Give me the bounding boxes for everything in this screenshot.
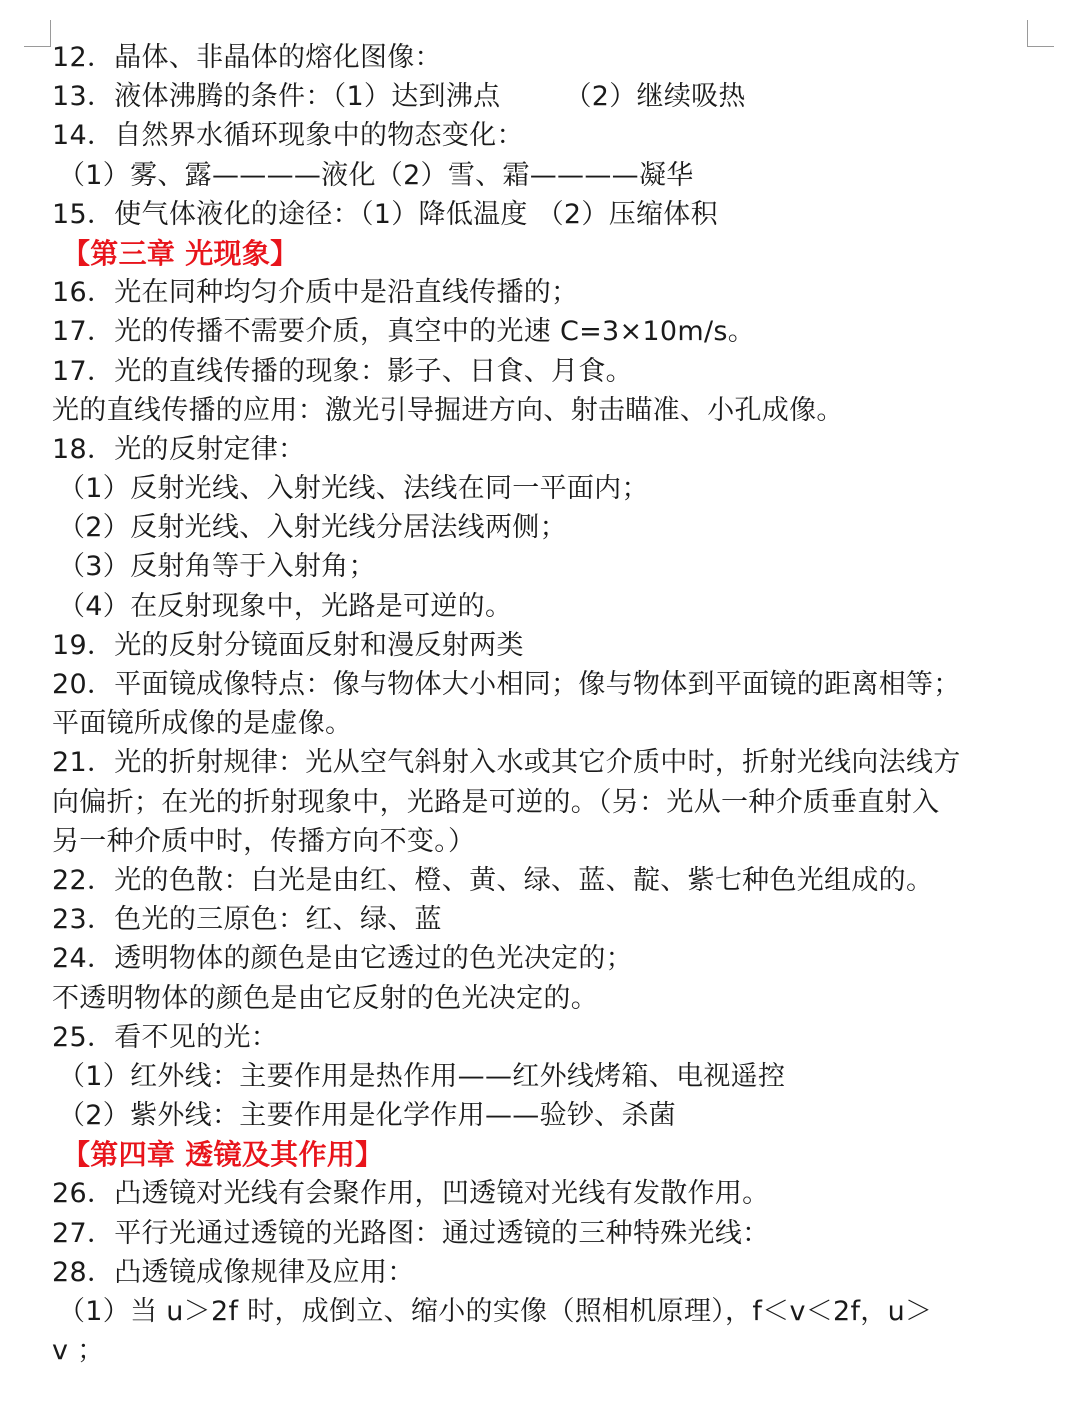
text-line-28-1: （1）当 u＞2f 时，成倒立、缩小的实像（照相机原理），f＜v＜2f，u＞ <box>58 1296 933 1327</box>
text-line-13-part1: 13．液体沸腾的条件：（1）达到沸点 <box>52 81 501 113</box>
text-line-14: 14．自然界水循环现象中的物态变化： <box>52 120 524 152</box>
text-line-13-part2: （2）继续吸热 <box>564 81 746 113</box>
text-line-15: 15．使气体液化的途径：（1）降低温度 （2）压缩体积 <box>52 198 718 230</box>
text-line-25-1: （1）红外线：主要作用是热作用——红外线烤箱、电视遥控 <box>58 1060 786 1092</box>
text-line-22: 22．光的色散：白光是由红、橙、黄、绿、蓝、靛、紫七种色光组成的。 <box>52 864 934 896</box>
text-line-27: 27．平行光通过透镜的光路图：通过透镜的三种特殊光线： <box>52 1217 770 1249</box>
page-corner-mark-left <box>24 20 51 47</box>
text-line-26: 26．凸透镜对光线有会聚作用，凹透镜对光线有发散作用。 <box>52 1178 770 1210</box>
text-line-28-1-cont: v ； <box>52 1335 105 1367</box>
text-line-28: 28．凸透镜成像规律及应用： <box>52 1256 415 1288</box>
text-line-18-2: （2）反射光线、入射光线分居法线两侧； <box>58 512 567 544</box>
text-line-14-sub: （1）雾、露————液化（2）雪、霜————凝华 <box>58 159 694 191</box>
chapter-heading-4: 【第四章 透镜及其作用】 <box>62 1138 384 1172</box>
text-line-18: 18．光的反射定律： <box>52 433 306 465</box>
text-line-17b: 17．光的直线传播的现象：影子、日食、月食。 <box>52 355 633 387</box>
text-line-21a: 21．光的折射规律：光从空气斜射入水或其它介质中时，折射光线向法线方 <box>52 747 961 779</box>
text-line-25: 25．看不见的光： <box>52 1021 279 1053</box>
text-line-18-3: （3）反射角等于入射角； <box>58 551 376 583</box>
chapter-heading-3: 【第三章 光现象】 <box>62 236 299 270</box>
text-line-17c: 光的直线传播的应用：激光引导掘进方向、射击瞄准、小孔成像。 <box>52 394 844 426</box>
text-line-20b: 平面镜所成像的是虚像。 <box>52 708 353 740</box>
text-line-24b: 不透明物体的颜色是由它反射的色光决定的。 <box>52 982 598 1014</box>
text-line-24a: 24．透明物体的颜色是由它透过的色光决定的； <box>52 943 633 975</box>
text-line-12: 12．晶体、非晶体的熔化图像： <box>52 42 442 73</box>
text-line-21b: 向偏折；在光的折射现象中，光路是可逆的。（另：光从一种介质垂直射入 <box>52 786 940 818</box>
document-body <box>52 38 1042 1370</box>
text-line-13 <box>52 77 1042 116</box>
text-line-18-1: （1）反射光线、入射光线、法线在同一平面内； <box>58 473 649 505</box>
text-line-21c: 另一种介质中时，传播方向不变。） <box>52 825 476 857</box>
text-line-19: 19．光的反射分镜面反射和漫反射两类 <box>52 629 524 661</box>
text-line-23: 23．色光的三原色：红、绿、蓝 <box>52 904 442 936</box>
text-line-17a: 17．光的传播不需要介质，真空中的光速 C=3×10m/s。 <box>52 316 756 348</box>
text-line-18-4: （4）在反射现象中，光路是可逆的。 <box>58 590 513 622</box>
text-line-20a: 20．平面镜成像特点：像与物体大小相同；像与物体到平面镜的距离相等； <box>52 669 961 700</box>
text-line-16: 16．光在同种均匀介质中是沿直线传播的； <box>52 277 579 309</box>
text-line-25-2: （2）紫外线：主要作用是化学作用——验钞、杀菌 <box>58 1100 677 1132</box>
